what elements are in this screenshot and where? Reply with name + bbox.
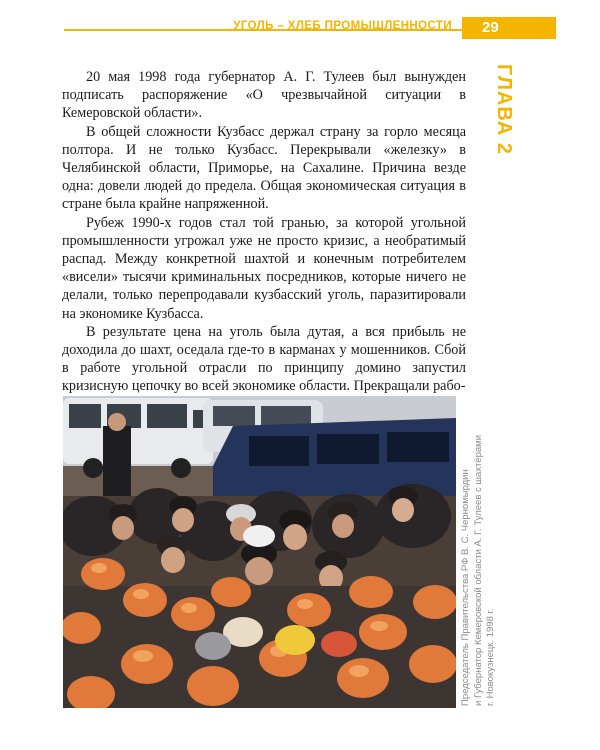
paragraph: В результате цена на уголь была дутая, а вся прибыль не доходила до шахт, оседала где-то в карманах у мошенников. Сбой в работе угольной отрасли по принципу домино запустил кризисную цепочку во всей экономике области. Прекращали рабо- bbox=[62, 323, 466, 395]
caption-line: Председатель Правительства РФ В. С. Черномырдин bbox=[460, 469, 471, 706]
paragraph: Рубеж 1990-х годов стал той гранью, за которой угольной промышленности угрожал уже не просто кризис, а необратимый распад. Между конкретной шахтой и конечным потребителем «висели» тысячи криминальных посредников, которые ничего не делали, только перепродавали кузбасский уголь, паразитировали на экономике Кузбасса. bbox=[62, 214, 466, 322]
page-number: 29 bbox=[462, 17, 556, 39]
caption-line: г. Новокузнецк. 1998 г. bbox=[485, 608, 496, 706]
paragraph: 20 мая 1998 года губернатор А. Г. Тулеев был вынужден подписать распоряжение «О чрезвычайной ситуации в Кемеровской области». bbox=[62, 69, 466, 122]
article-body bbox=[62, 68, 466, 396]
crowd-of-miners-photo bbox=[63, 396, 456, 708]
paragraph: В общей сложности Кузбасс держал страну за горло месяца полтора. И не только Кузбасс. Перекрывали «железку» в Челябинской области, Приморье, на Сахалине. Причина везде одна: довели людей до предела. Общая экономическая ситуация в стране была крайне напряженной. bbox=[62, 123, 466, 213]
chapter-label: ГЛАВА 2 bbox=[493, 64, 515, 155]
caption-line: и Губернатор Кемеровской области А. Г. Тулеев с шахтёрами bbox=[472, 434, 484, 706]
photo-caption bbox=[460, 394, 502, 706]
running-header-title: УГОЛЬ – ХЛЕБ ПРОМЫШЛЕННОСТИ bbox=[233, 20, 452, 32]
